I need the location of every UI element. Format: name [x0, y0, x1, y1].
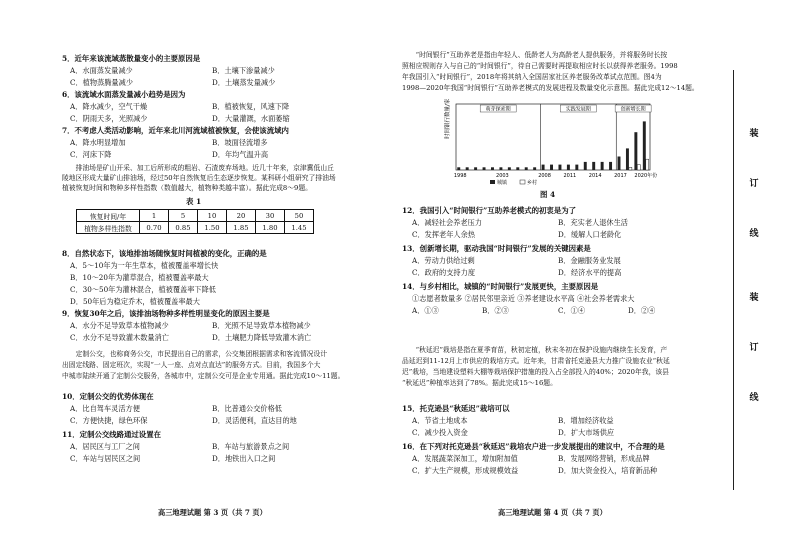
- q9-option-c: C．水分不足导致灌木数量消亡: [70, 333, 169, 342]
- bar-urban: [466, 167, 469, 170]
- q16-option-a: A．发展蔬菜深加工，增加附加值: [412, 454, 518, 463]
- passage-15-16-line1: “秋延迟”栽培是指在夏季育苗，秋初定植，秋末冬初在保护设施内继续生长发育，产: [402, 346, 668, 354]
- bar-urban: [575, 165, 578, 170]
- table-cell: 1.50: [198, 222, 227, 234]
- q14-option-b: B．②③: [482, 306, 509, 315]
- bar-urban: [516, 167, 519, 170]
- q12-stem: 12．我国引入“时间银行”互助养老模式的初衷是为了: [402, 206, 576, 215]
- q11-option-a: A．居民区与工厂之间: [70, 442, 140, 451]
- q11-option-c: C．车站与居民区之间: [70, 454, 141, 463]
- q14-stem: 14．与乡村相比，城镇的“时间银行”发展更快，主要原因是: [402, 282, 599, 291]
- bar-urban: [491, 167, 494, 170]
- q8-option-b: B．10～20年为灌草混合，植被覆盖率最大: [70, 273, 209, 282]
- x-tick-label: 2017: [614, 173, 627, 179]
- passage-15-16-line3: 迟”栽培，当地建设塑料大棚等栽培保护措施的投入占全部投入的40%；2020年我，该县: [402, 368, 669, 376]
- table-cell: 1.85: [227, 222, 256, 234]
- bar-urban: [601, 162, 604, 170]
- binding-line: [733, 70, 734, 490]
- x-tick-label: 2008: [538, 173, 551, 179]
- table-cell: 10: [198, 210, 227, 222]
- passage-15-16-line2: 品延迟到11-12月上市供应的栽培方式。近年来，甘肃省托克逊县大力推广设施农业“秋延: [402, 357, 670, 365]
- bar-urban: [618, 157, 621, 171]
- bar-urban: [584, 162, 587, 170]
- passage-10-11-line1: 定制公交，也称商务公交，市民提出自己的需求，公交集团根据需求和客流情况设计: [62, 350, 328, 358]
- x-tick-label: 2011: [563, 173, 577, 179]
- passage-8-9-line3: 植被恢复时间和物种多样性指数（数值越大，植物种类越丰富）。据此完成8～9题。: [62, 184, 312, 192]
- binding-char: 装: [749, 129, 759, 139]
- bar-urban: [609, 162, 612, 170]
- table-row: [77, 222, 314, 234]
- q14-option-a: A．①③: [412, 306, 439, 315]
- table-head: 恢复时间/年: [77, 210, 140, 222]
- q13-option-a: A．劳动力供给过剩: [412, 256, 475, 265]
- chart-bars: [457, 121, 648, 170]
- q14-items: ①志愿者数量多 ②居民邻里亲近 ③养老建设水平高 ④社会养老需求大: [412, 294, 635, 303]
- bar-urban: [626, 148, 629, 170]
- table-cell: 0.70: [140, 222, 169, 234]
- q12-option-d: D．缓解人口老龄化: [558, 230, 622, 239]
- plot-border: [456, 104, 650, 170]
- q14-option-c: C．①④: [558, 306, 586, 315]
- q13-stem: 13．创新增长期，驱动我国“时间银行”发展的关键因素是: [402, 244, 591, 253]
- table-title: 表 1: [186, 197, 202, 206]
- q16-option-d: D．加大资金投入，培育新品种: [558, 466, 658, 475]
- legend-label: 城镇: [497, 180, 508, 186]
- q16-stem: 16．在下列对托克逊县“秋延迟”栽培农户进一步发展提出的建议中，不合理的是: [402, 442, 665, 451]
- binding-char: 装: [749, 293, 759, 303]
- table-cell: 20: [227, 210, 256, 222]
- x-tick-label: 2020年份: [634, 173, 658, 179]
- bar-rural: [637, 165, 640, 170]
- q7-stem: 7．不考虑人类活动影响，近年来北川河流域植被恢复，会使该流域内: [62, 126, 289, 135]
- bar-rural: [646, 159, 649, 170]
- q6-option-d: D．大量灌溉，水面萎缩: [212, 114, 290, 123]
- passage-12-14-line2: 照相应规则存入与自己的“时间银行”，待自己需要时再提取相应时长以获得养老服务。1998: [402, 62, 678, 70]
- bar-rural: [629, 167, 632, 170]
- passage-12-14-line1: “时间银行”互助养老是指由年轻人、低龄老人为高龄老人提供服务，并将服务时长按: [402, 51, 668, 59]
- q6-option-b: B．植被恢复，风速下降: [212, 102, 290, 111]
- recovery-table: [76, 209, 314, 234]
- q13-option-b: B．金融服务业发展: [558, 256, 621, 265]
- q9-option-a: A．水分不足导致草本植物减少: [70, 321, 169, 330]
- q10-option-b: B．比普通公交价格低: [212, 404, 282, 413]
- chart-phase-labels: [480, 105, 651, 113]
- phase-label: 创新增长期: [620, 106, 646, 113]
- q5-option-d: D．土壤蒸发量减少: [212, 78, 276, 87]
- right-page-footer: 高三地理试题 第 4 页（共 7 页）: [498, 508, 607, 517]
- binding-char: 订: [749, 343, 759, 353]
- q16-option-c: C．扩大生产规模，形成规模效益: [412, 466, 519, 475]
- bar-urban: [567, 165, 570, 170]
- bar-urban: [542, 165, 545, 170]
- bar-urban: [499, 167, 502, 170]
- q6-option-a: A．降水减少，空气干燥: [70, 102, 148, 111]
- q13-option-c: C．政府的支持力度: [412, 268, 476, 277]
- passage-8-9-line2: 陵地区形成大量矿山排油场，经过50年自然恢复后生态逐步恢复。某科研小组研究了排油场: [62, 174, 336, 182]
- q15-option-d: D．扩大市场供应: [558, 428, 615, 437]
- bar-urban: [634, 132, 637, 170]
- table-cell: 1.80: [256, 222, 285, 234]
- binding-char: 线: [749, 393, 759, 403]
- time-bank-chart: [440, 94, 670, 186]
- q10-option-a: A．比自驾车灵活方便: [70, 404, 140, 413]
- phase-label: 萌芽探索期: [485, 106, 511, 113]
- q14-option-d: D．②④: [628, 306, 656, 315]
- q7-option-d: D．年均气温升高: [212, 150, 269, 159]
- table-cell: 1: [140, 210, 169, 222]
- q8-option-d: D．50年后为稳定乔木，植被覆盖率最大: [70, 297, 200, 306]
- binding-char: 线: [749, 229, 759, 239]
- q12-option-c: C．发挥老年人余热: [412, 230, 476, 239]
- table-cell: 30: [256, 210, 285, 222]
- passage-12-14-line4: 1998—2020年我国“时间银行”互助养老模式的发展进程及数量变化示意图。据此完成12～14题。: [402, 84, 699, 92]
- passage-10-11-line3: 中城市陆续开通了定制公交服务，各城市中，定制公交可是企业专用通。据此完成10～11题。: [62, 372, 345, 380]
- phase-label: 实践发展期: [565, 106, 591, 113]
- q8-option-c: C．30～50年为灌林混合，植被覆盖率下降低: [70, 285, 216, 294]
- table-head: 植物多样性指数: [77, 222, 140, 234]
- chart-x-ticks: [454, 172, 657, 179]
- q6-option-c: C．阴雨天多，光照减少: [70, 114, 148, 123]
- q5-option-a: A．水面蒸发量减少: [70, 66, 133, 75]
- bar-urban: [474, 167, 477, 170]
- bar-urban: [643, 121, 646, 170]
- q15-option-b: B．增加经济收益: [558, 416, 614, 425]
- q11-option-d: D．地铁出入口之间: [212, 454, 276, 463]
- q7-option-b: B．坡面径流增多: [212, 138, 268, 147]
- q10-option-d: D．灵活便利，直达目的地: [212, 416, 297, 425]
- chart-legend: [490, 179, 537, 186]
- passage-12-14-line3: 年我国引入“时间银行”，2018年将其纳入全国居家社区养老服务改革试点范围。图4为: [402, 73, 662, 81]
- passage-8-9-line1: 排油场是矿山开采、加工后所形成的粗岩、石渣废弃场地。近几十年来，京津冀低山丘: [62, 164, 334, 172]
- table-cell: 5: [169, 210, 198, 222]
- q16-option-b: B．发展网络营销，形成品牌: [558, 454, 650, 463]
- passage-15-16-line4: “秋延迟”种植率达到了78%。据此完成15～16题。: [402, 379, 557, 387]
- q11-stem: 11．定制公交线路通过设置在: [62, 430, 161, 439]
- bar-urban: [592, 162, 595, 170]
- q12-option-b: B．充实老人退休生活: [558, 218, 628, 227]
- q6-stem: 6．该流域水面蒸发量减小趋势是因为: [62, 90, 186, 99]
- q10-stem: 10．定制公交的优势体现在: [62, 392, 154, 401]
- q7-option-c: C．河床下降: [70, 150, 112, 159]
- bar-urban: [483, 167, 486, 170]
- q13-option-d: D．经济水平的提高: [558, 268, 622, 277]
- bar-urban: [558, 165, 561, 170]
- bar-urban: [533, 167, 536, 170]
- chart-frame: [456, 104, 650, 170]
- table-cell: 1.45: [285, 222, 314, 234]
- table-row: [77, 210, 314, 222]
- table-cell: 50: [285, 210, 314, 222]
- passage-10-11-line2: 出固定线路、固定班次，实现“一人一座、点对点直达”的服务方式。目前，我国多个大: [62, 361, 321, 369]
- legend-swatch-rural: [520, 180, 525, 184]
- bar-urban: [508, 167, 511, 170]
- q5-option-c: C．植物蒸腾量减少: [70, 78, 134, 87]
- q10-option-c: C．方便快捷，绿色环保: [70, 416, 148, 425]
- q15-option-a: A．节省土地成本: [412, 416, 468, 425]
- q8-stem: 8．自然状态下，该地排油场随恢复时间植被的变化，正确的是: [62, 249, 267, 258]
- q9-stem: 9．恢复30年之后，该排油场物种多样性明显变化的原因主要是: [62, 309, 270, 318]
- q8-option-a: A．5～10年为一年生草本，植被覆盖率增长快: [70, 261, 219, 270]
- q11-option-b: B．车站与旅游景点之间: [212, 442, 290, 451]
- bar-urban: [550, 165, 553, 170]
- q12-option-a: A．减轻社会养老压力: [412, 218, 482, 227]
- figure-caption: 图 4: [540, 190, 556, 199]
- q15-option-c: C．减少投入资金: [412, 428, 468, 437]
- left-page-footer: 高三地理试题 第 3 页（共 7 页）: [158, 508, 267, 517]
- x-tick-label: 2003: [496, 173, 509, 179]
- q5-option-b: B．土壤下渗量减少: [212, 66, 275, 75]
- x-tick-label: 2014: [588, 173, 602, 179]
- x-tick-label: 1998: [453, 173, 467, 179]
- binding-char: 订: [749, 179, 759, 189]
- q5-stem: 5．近年来该流域蒸散量变小的主要原因是: [62, 54, 201, 63]
- q9-option-b: B．光照不足导致草本植物减少: [212, 321, 311, 330]
- q7-option-a: A．降水明显增加: [70, 138, 126, 147]
- chart-ylabel: 时间银行数量/家: [445, 98, 451, 139]
- legend-swatch-urban: [490, 180, 495, 184]
- bar-urban: [525, 167, 528, 170]
- q15-stem: 15．托克逊县“秋延迟”栽培可以: [402, 404, 510, 413]
- legend-label: 乡村: [527, 180, 538, 186]
- table-cell: 0.85: [169, 222, 198, 234]
- q9-option-d: D．土壤肥力降低导致灌木消亡: [212, 333, 312, 342]
- bar-urban: [457, 167, 460, 170]
